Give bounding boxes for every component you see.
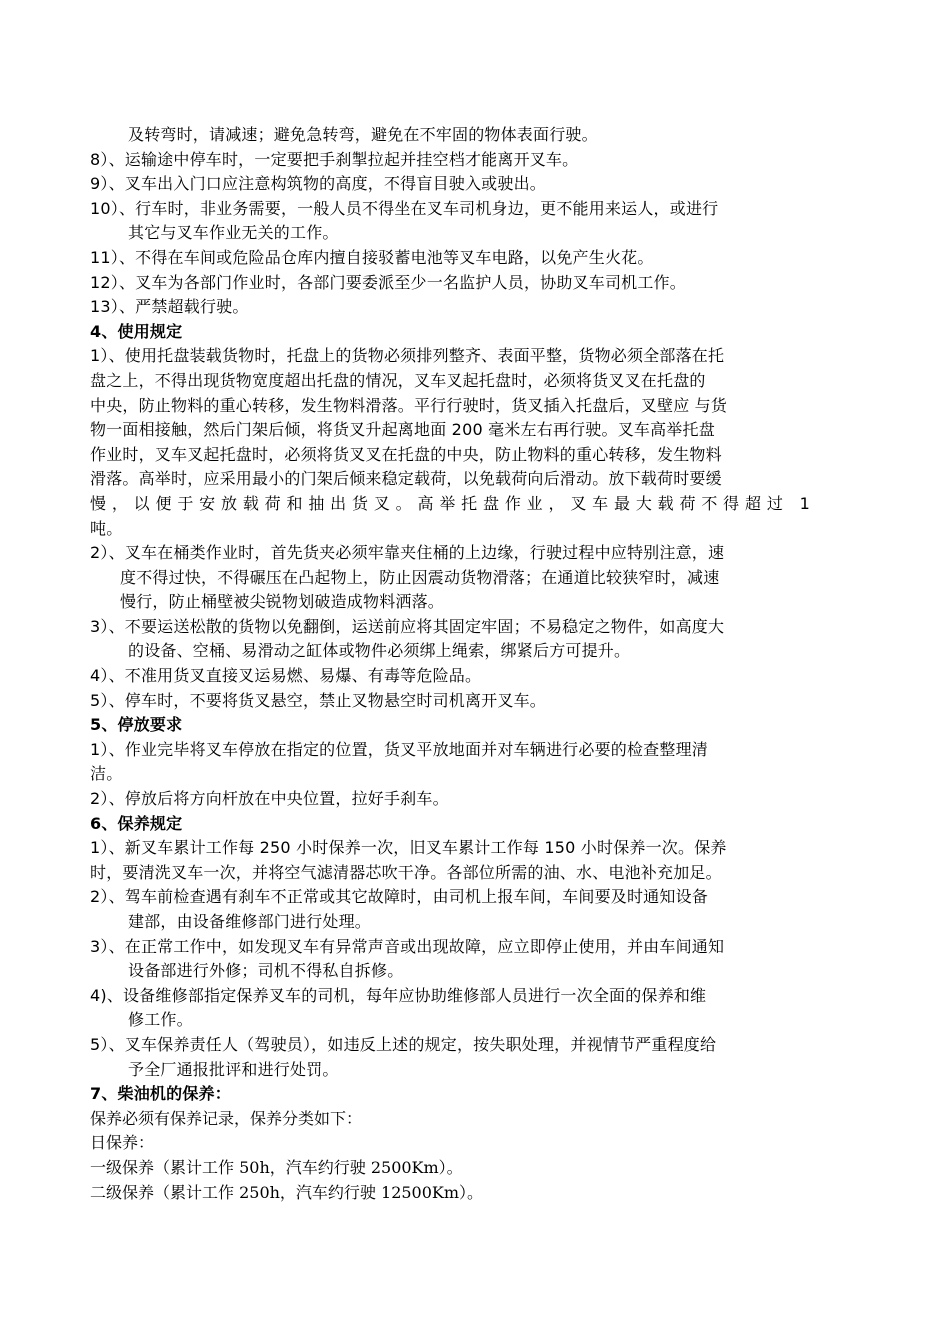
paragraph-line: 3）、不要运送松散的货物以免翻倒，运送前应将其固定牢固；不易稳定之物件，如高度大 [90, 616, 725, 636]
text-line: 其它与叉车作业无关的工作。 [128, 223, 339, 243]
paragraph-line: 日保养： [90, 1133, 155, 1153]
paragraph-line: 予全厂通报批评和进行处罚。 [128, 1059, 339, 1079]
paragraph-line: 的设备、空桶、易滑动之缸体或物件必须绑上绳索，绑紧后方可提升。 [128, 641, 631, 661]
paragraph-line: 设备部进行外修；司机不得私自拆修。 [128, 961, 404, 981]
paragraph-line: 洁。 [90, 764, 123, 784]
paragraph-line: 2）、停放后将方向杆放在中央位置，拉好手刹车。 [90, 789, 449, 809]
list-item-13: 13）、严禁超载行驶。 [90, 297, 249, 317]
section-heading-maintenance: 6、保养规定 [90, 813, 183, 833]
paragraph-line: 4）、不准用货叉直接叉运易燃、易爆、有毒等危险品。 [90, 666, 482, 686]
paragraph-line: 度不得过快，不得碾压在凸起物上，防止因震动货物滑落；在通道比较狭窄时，减速 [120, 567, 720, 587]
paragraph-line: 2）、驾车前检查遇有刹车不正常或其它故障时，由司机上报车间，车间要及时通知设备 [90, 887, 708, 907]
paragraph-line: 作业时，叉车叉起托盘时，必须将货叉叉在托盘的中央，防止物料的重心转移，发生物料 [90, 444, 722, 464]
text-line: 及转弯时，请减速；避免急转弯，避免在不牢固的物体表面行驶。 [128, 125, 598, 144]
document-page [90, 123, 810, 1205]
list-item-8: 8）、运输途中停车时，一定要把手刹掣拉起并挂空档才能离开叉车。 [90, 149, 579, 169]
list-item-10: 10）、行车时，非业务需要，一般人员不得坐在叉车司机身边，更不能用来运人，或进行 [90, 198, 719, 218]
paragraph-line: 中央，防止物料的重心转移，发生物料滑落。平行行驶时，货叉插入托盘后，叉壁应 与货 [90, 395, 728, 415]
list-item-11: 11）、不得在车间或危险品仓库内擅自接驳蓄电池等叉车电路，以免产生火花。 [90, 247, 654, 267]
paragraph-line: 建部，由设备维修部门进行处理。 [128, 912, 372, 931]
paragraph-line: 吨。 [90, 518, 123, 538]
paragraph-line: 慢，以便于安放载荷和抽出货叉。高举托盘作业，叉车最大载荷不得超过 1 [90, 493, 810, 513]
paragraph-line: 二级保养（累计工作 250h，汽车约行驶 12500Km）。 [90, 1182, 484, 1202]
paragraph-line: 慢行，防止桶壁被尖锐物划破造成物料洒落。 [120, 592, 445, 612]
paragraph-line: 3）、在正常工作中，如发现叉车有异常声音或出现故障，应立即停止使用，并由车间通知 [90, 936, 725, 956]
paragraph-line: 保养必须有保养记录，保养分类如下： [90, 1108, 363, 1128]
paragraph-line: 5）、叉车保养责任人（驾驶员），如违反上述的规定，按失职处理，并视情节严重程度给 [90, 1034, 717, 1054]
paragraph-line: 一级保养（累计工作 50h，汽车约行驶 2500Km）。 [90, 1157, 463, 1177]
paragraph-line: 1）、新叉车累计工作每 250 小时保养一次，旧叉车累计工作每 150 小时保养一次。保养 [90, 838, 727, 858]
section-heading-parking: 5、停放要求 [90, 715, 183, 735]
paragraph-line: 物一面相接触，然后门架后倾，将货叉升起离地面 200 毫米左右再行驶。叉车高举托盘 [90, 420, 715, 440]
list-item-9: 9）、叉车出入门口应注意构筑物的高度，不得盲目驶入或驶出。 [90, 174, 546, 194]
paragraph-line: 2）、叉车在桶类作业时，首先货夹必须牢靠夹住桶的上边缘，行驶过程中应特别注意，速 [90, 543, 725, 563]
paragraph-line: 5）、停车时，不要将货叉悬空，禁止叉物悬空时司机离开叉车。 [90, 690, 546, 710]
paragraph-line: 时，要清洗叉车一次，并将空气滤清器芯吹干净。各部位所需的油、水、电池补充加足。 [90, 862, 722, 882]
list-item-12: 12）、叉车为各部门作业时，各部门要委派至少一名监护人员，协助叉车司机工作。 [90, 272, 686, 292]
paragraph-line: 滑落。高举时，应采用最小的门架后倾来稳定载荷，以免载荷向后滑动。放下载荷时要缓 [90, 469, 722, 489]
paragraph-line: 4)、设备维修部指定保养叉车的司机，每年应协助维修部人员进行一次全面的保养和维 [90, 985, 707, 1005]
paragraph-line: 修工作。 [128, 1010, 193, 1030]
paragraph-line: 盘之上，不得出现货物宽度超出托盘的情况，叉车叉起托盘时，必须将货叉叉在托盘的 [90, 370, 706, 390]
section-heading-diesel: 7、柴油机的保养： [90, 1084, 231, 1104]
paragraph-line: 1）、使用托盘装载货物时，托盘上的货物必须排列整齐、表面平整，货物必须全部落在托 [90, 346, 725, 366]
paragraph-line: 1）、作业完毕将叉车停放在指定的位置，货叉平放地面并对车辆进行必要的检查整理清 [90, 739, 708, 759]
section-heading-usage: 4、使用规定 [90, 321, 183, 341]
